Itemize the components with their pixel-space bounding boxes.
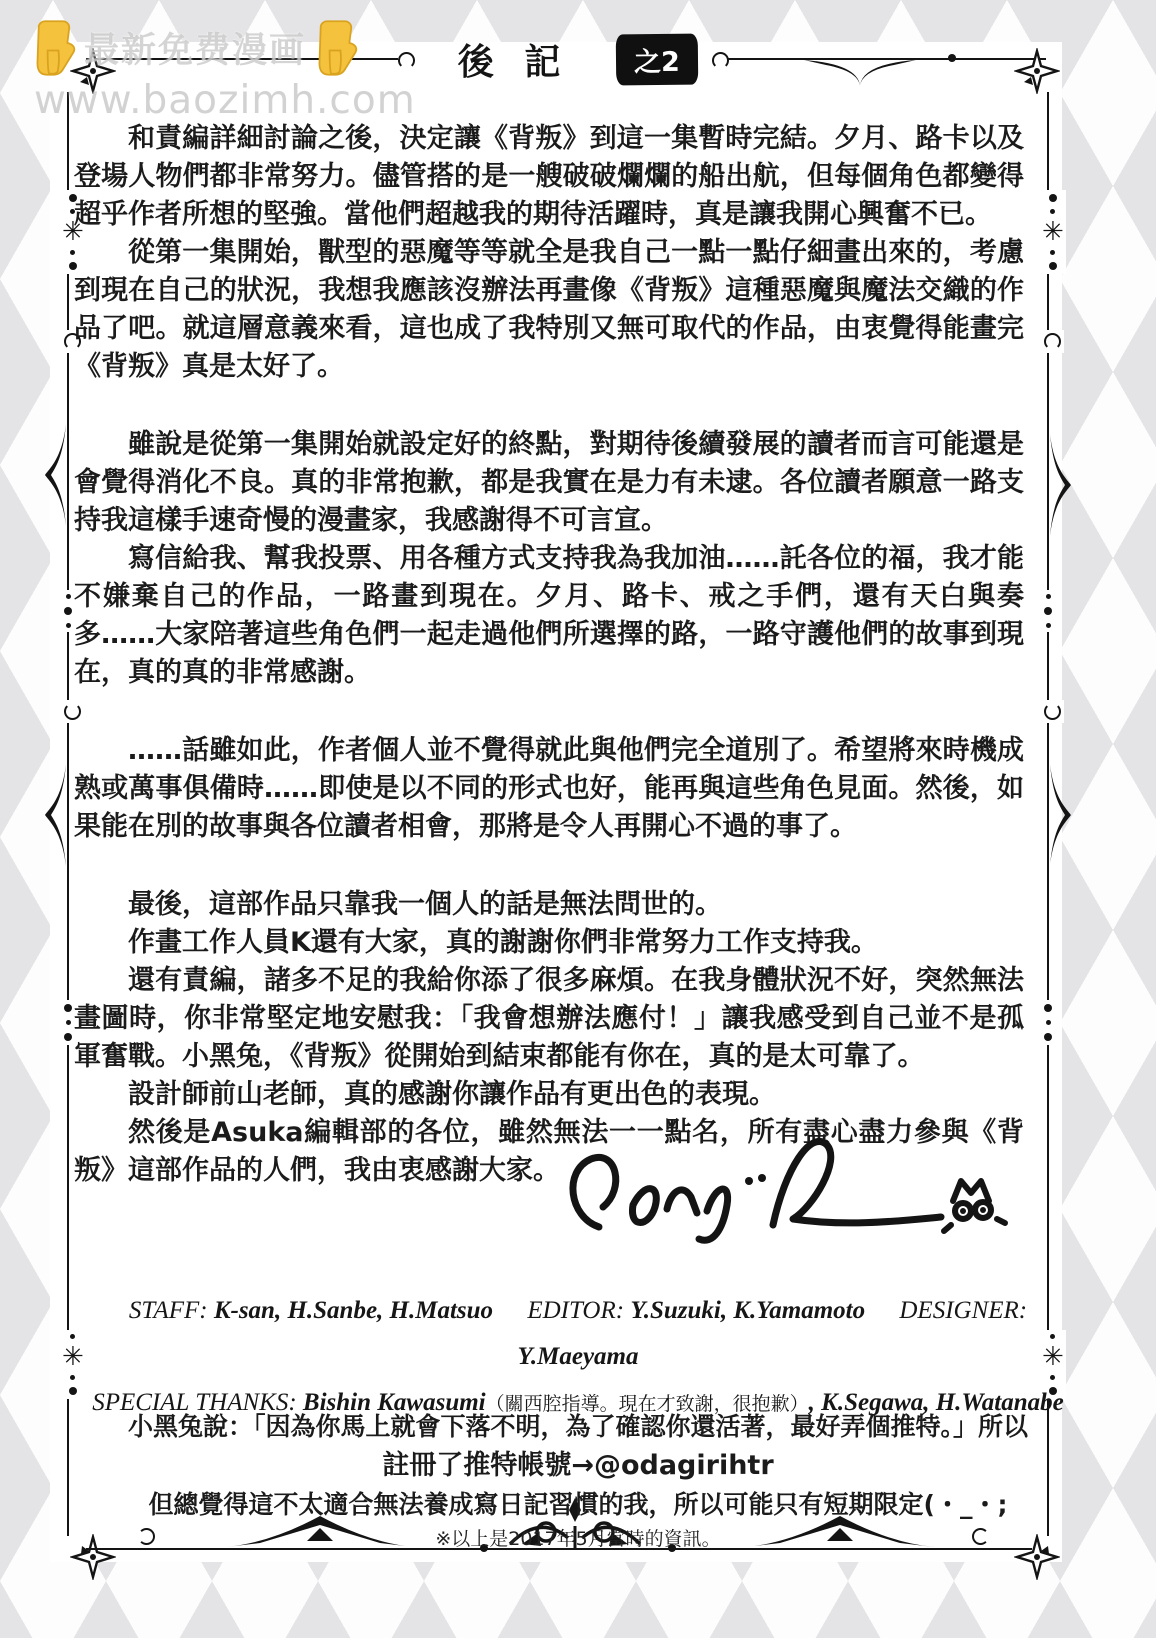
twitter-handle-line: 註冊了推特帳號→@odagirihtr — [382, 1450, 774, 1481]
asterisk-icon: ✳ — [1042, 217, 1064, 247]
staff-names: K-san, H.Sanbe, H.Matsuo — [213, 1297, 494, 1324]
body-paragraph: 最後，這部作品只靠我一個人的話是無法問世的。 — [128, 889, 722, 920]
body-paragraph: 作畫工作人員K還有大家，真的謝謝你們非常努力工作支持我。 — [128, 927, 878, 958]
author-signature-odagiri — [555, 1105, 1035, 1270]
credits-line-1 — [74, 1288, 1082, 1380]
footer-date-note: ※以上是2017年5月當時的資訊。 — [435, 1528, 721, 1550]
body-paragraph: 和責編詳細討論之後，決定讓《背叛》到這一集暫時完結。夕月、路卡以及登場人物們都非常努力。儘管搭的是一艘破破爛爛的船出航，但每個角色都變得超乎作者所想的堅強。當他們超越我的期待活躍時，真是讓我開心興奮不已。 — [74, 123, 1024, 230]
pointing-down-hand-icon — [28, 20, 80, 76]
watermark-title: 最新免费漫画 — [84, 31, 307, 71]
frame-left-blade-icon — [42, 420, 68, 530]
special-thanks-names: , K.Segawa, H.Watanabe — [808, 1389, 1064, 1416]
frame-right-spiral-icon — [1041, 330, 1064, 353]
body-paragraph: ……話雖如此，作者個人並不覺得就此與他們完全道別了。希望將來時機成熟或萬事俱備時……即使是以不同的形式也好，能再與這些角色見面。然後，如果能在別的故事與各位讀者相會，那將是令人再開心不過的事了。 — [74, 735, 1024, 842]
frame-right-ornament-cluster-top — [1040, 190, 1066, 274]
staff-credits — [74, 1288, 1082, 1427]
part-number-badge: 之2 — [616, 34, 698, 86]
footer-notes — [74, 1408, 1082, 1554]
frame-right-spiral2-icon — [1041, 700, 1064, 723]
body-paragraph: 還有責編，諸多不足的我給你添了很多麻煩。在我身體狀況不好，突然無法畫圖時，你非常堅定地安慰我：「我會想辦法應付！」讓我感受到自己並不是孤軍奮戰。小黑兔，《背叛》從開始到結束都能有你在，真的是太可靠了。 — [74, 965, 1024, 1072]
designer-label: DESIGNER: — [899, 1297, 1028, 1324]
designer-names: Y.Maeyama — [517, 1343, 639, 1370]
footer-line-3: 但總覺得這不太適合無法養成寫日記習慣的我，所以可能只有短期限定(・_・; — [148, 1490, 1008, 1519]
special-thanks-note: （關西腔指導。現在才致謝，很抱歉） — [485, 1393, 809, 1415]
frame-right-blade-icon — [1048, 430, 1074, 540]
site-watermark — [28, 20, 416, 123]
asterisk-icon: ✳ — [1042, 1342, 1064, 1372]
frame-right-dots2 — [1042, 1000, 1054, 1045]
watermark-url: www.baozimh.com — [34, 78, 416, 123]
afterword-text — [74, 120, 1024, 1190]
frame-left-blade2-icon — [42, 760, 68, 870]
frame-left-dots — [62, 590, 74, 632]
editor-label: EDITOR: — [527, 1297, 625, 1324]
body-paragraph: 寫信給我、幫我投票、用各種方式支持我為我加油……託各位的福，我才能不嫌棄自己的作品，一路畫到現在。夕月、路卡、戒之手們，還有天白與奏多……大家陪著這些角色們一起走過他們所選擇的路，一路守護他們的故事到現在，真的真的非常感謝。 — [74, 543, 1024, 688]
special-thanks-name: Bishin Kawasumi — [302, 1389, 486, 1416]
editor-names: Y.Suzuki, K.Yamamoto — [630, 1297, 866, 1324]
asterisk-icon: ✳ — [62, 1342, 84, 1372]
body-paragraph: 然後是Asuka編輯部的各位，雖然無法一一點名，所有盡心盡力參與《背叛》這部作品的人們，我由衷感謝大家。 — [74, 1117, 1024, 1186]
asterisk-icon: ✳ — [62, 217, 84, 247]
body-paragraph: 設計師前山老師，真的感謝你讓作品有更出色的表現。 — [128, 1079, 776, 1110]
special-thanks-label: SPECIAL THANKS: — [92, 1389, 297, 1416]
staff-label: STAFF: — [128, 1297, 208, 1324]
page-title: 後記 — [457, 42, 591, 83]
body-paragraph: 雖說是從第一集開始就設定好的終點，對期待後續發展的讀者而言可能還是會覺得消化不良。真的非常抱歉，都是我實在是力有未逮。各位讀者願意一路支持我這樣手速奇慢的漫畫家，我感謝得不可言宣。 — [74, 429, 1024, 536]
footer-line-1: 小黑兔說：「因為你馬上就會下落不明，為了確認你還活著，最好弄個推特。」所以 — [127, 1412, 1028, 1441]
pointing-down-hand-icon — [310, 20, 362, 76]
frame-right-blade2-icon — [1048, 760, 1074, 870]
cat-doodle-icon — [944, 1181, 1005, 1231]
body-paragraph: 從第一集開始，獸型的惡魔等等就全是我自己一點一點仔細畫出來的，考慮到現在自己的狀況，我想我應該沒辦法再畫像《背叛》這種惡魔與魔法交織的作品了吧。就這層意義來看，這也成了我特別又無可取代的作品，由衷覺得能畫完《背叛》真是太好了。 — [74, 237, 1024, 382]
frame-right-dots — [1042, 590, 1054, 632]
frame-left-dots2 — [62, 1000, 74, 1045]
